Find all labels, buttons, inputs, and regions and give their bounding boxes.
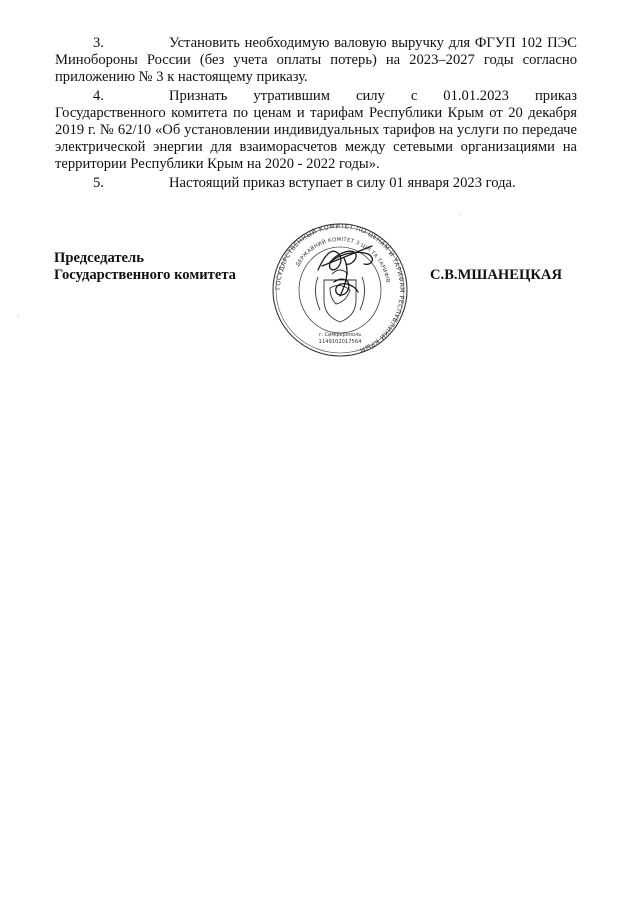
seal-outer-text: ГОСУДАРСТВЕННЫЙ КОМИТЕТ ПО ЦЕНАМ И ТАРИФАМ РЕСПУБЛИКИ КРЫМ (274, 222, 406, 354)
position-line-1: Председатель (54, 250, 144, 266)
seal-ogrn: 1149102017564 (318, 339, 362, 345)
item-number: 4. (93, 87, 104, 104)
seal-inner-text: ДЕРЖАВНИЙ КОМІТЕТ З ЦІН ТА ТАРИФІВ (295, 236, 391, 284)
position-line-2: Государственного комитета (54, 267, 236, 283)
order-item-3 (55, 35, 577, 87)
order-item-5 (55, 175, 577, 192)
signatory-name: С.В.МШАНЕЦКАЯ (430, 267, 563, 283)
signatory-position (54, 250, 236, 284)
seal-city: г. Симферополь (318, 332, 362, 338)
svg-text:ДЕРЖАВНИЙ КОМІТЕТ З ЦІН ТА ТАР (295, 237, 390, 284)
item-text: Настоящий приказ вступает в силу 01 января 2023 года. (169, 174, 516, 191)
item-text: Признать утратившим силу с 01.01.2023 приказ Государственного комитета по ценам и тарифам Республики Крым от 20 декабря 2019 г. № 62/10 «Об установлении индивидуальных тарифов на услуги по передаче электрической энергии для взаиморасчетов между сетевыми организациями на территории Республики Крым на 2020 - 2022 годы». (55, 87, 577, 173)
item-number: 5. (93, 174, 104, 191)
item-text: Установить необходимую валовую выручку для ФГУП 102 ПЭС Минобороны России (без учета оплаты потерь) на 2023–2027 годы согласно приложению № 3 к настоящему приказу. (55, 35, 577, 86)
order-item-4 (55, 88, 577, 174)
official-seal-stamp (260, 222, 420, 358)
order-items (55, 35, 577, 193)
item-number: 3. (93, 35, 104, 51)
